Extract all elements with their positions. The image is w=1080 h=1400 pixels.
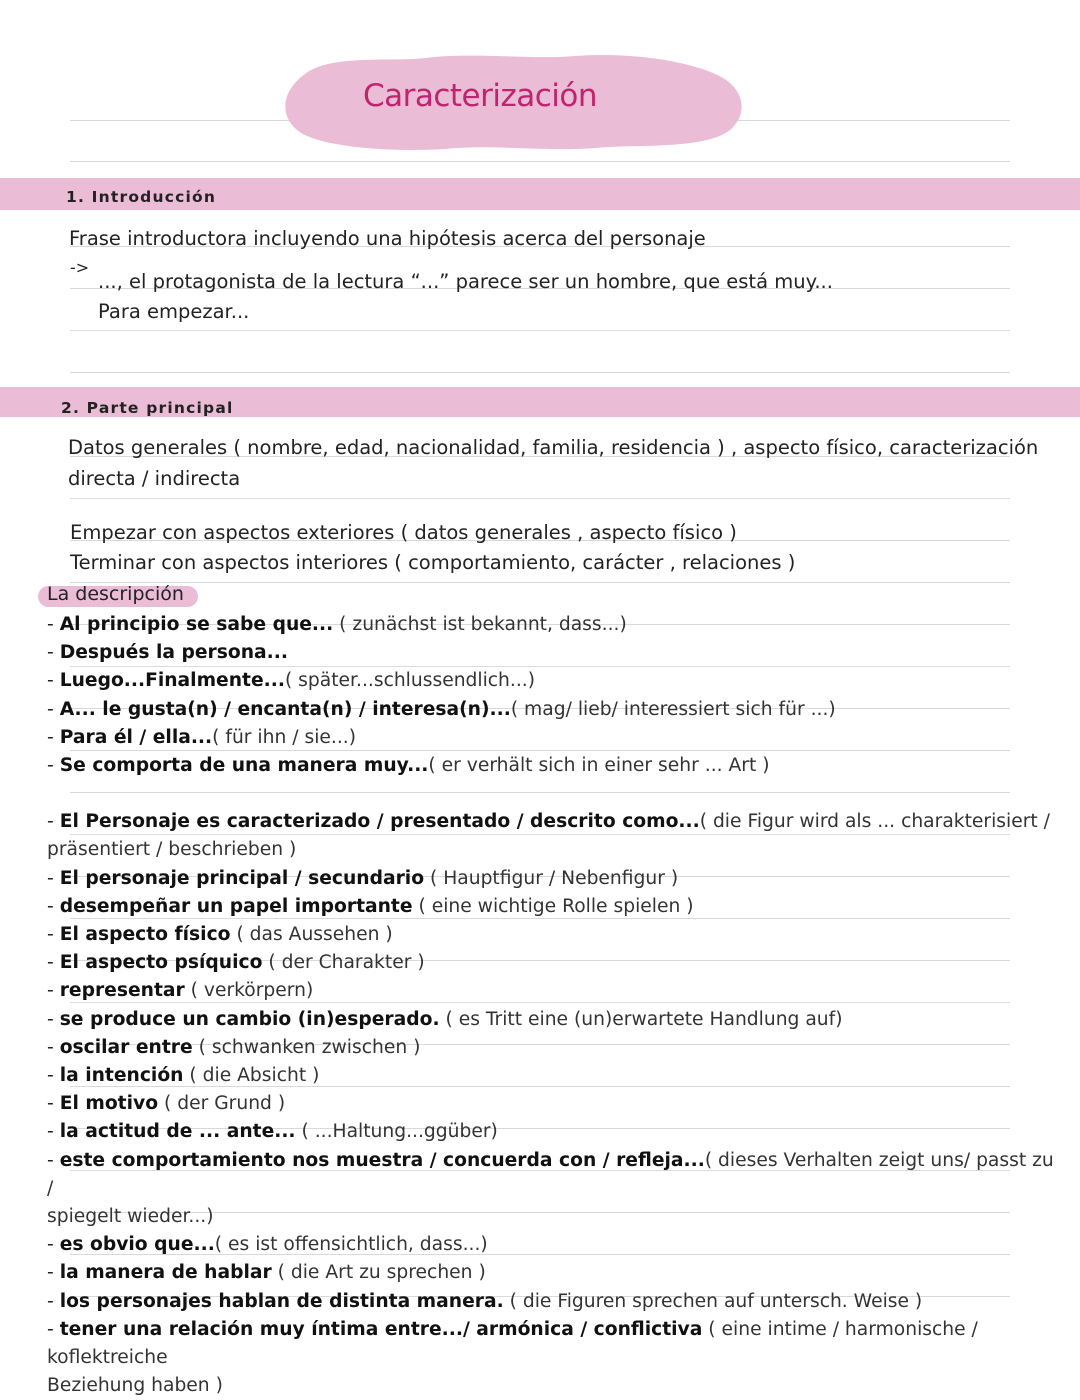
translation-text: ( es Tritt eine (un)erwartete Handlung auf)	[439, 1008, 843, 1030]
translation-text: ( eine intime / harmonische / koflektreiche	[47, 1318, 978, 1369]
list-item: - la actitud de ... ante... ( ...Haltung...ggüber)	[47, 1121, 498, 1143]
list-item: - desempeñar un papel importante ( eine wichtige Rolle spielen )	[47, 895, 694, 917]
list-item: - Al principio se sabe que... ( zunächst ist bekannt, dass...)	[47, 614, 627, 635]
spanish-phrase: El motivo	[59, 1093, 159, 1115]
translation-text: ( zunächst ist bekannt, dass...)	[333, 614, 627, 635]
spanish-phrase: Después la persona...	[59, 642, 288, 664]
spanish-phrase: la actitud de ... ante...	[59, 1121, 296, 1143]
spanish-phrase: El aspecto psíquico	[59, 952, 263, 974]
list-item-continuation	[47, 836, 1057, 864]
spanish-phrase: los personajes hablan de distinta manera.	[59, 1290, 504, 1312]
spanish-phrase: la intención	[59, 1065, 184, 1087]
spanish-phrase: Para él / ella...	[59, 726, 213, 748]
list-item: - El aspecto psíquico ( der Charakter )	[47, 952, 425, 974]
ruled-line	[70, 330, 1010, 331]
spanish-phrase: desempeñar un papel importante	[59, 895, 413, 917]
main-line: Terminar con aspectos interiores ( comportamiento, carácter , relaciones )	[70, 551, 796, 574]
section-heading-main-part: 2. Parte principal	[61, 399, 234, 417]
translation-text: ( Hauptfigur / Nebenfigur )	[424, 867, 679, 889]
translation-text: ( die Figur wird als ... charakterisiert /	[699, 811, 1050, 833]
main-line: Datos generales ( nombre, edad, nacionalidad, familia, residencia ) , aspecto físico, caracterización	[68, 436, 1039, 459]
translation-text: ( die Art zu sprechen )	[271, 1262, 486, 1284]
page-title: Caracterización	[362, 78, 598, 114]
spanish-phrase: El personaje principal / secundario	[59, 867, 425, 889]
spanish-phrase: se produce un cambio (in)esperado.	[59, 1008, 440, 1030]
translation-text: ( ...Haltung...ggüber)	[295, 1121, 498, 1143]
spanish-phrase: Al principio se sabe que...	[59, 614, 334, 635]
translation-text: ( für ihn / sie...)	[212, 726, 357, 748]
ruled-line	[70, 498, 1010, 499]
list-item: - Para él / ella...( für ihn / sie...)	[47, 726, 357, 748]
spanish-phrase: El Personaje es caracterizado / presentado / descrito como...	[59, 811, 700, 833]
list-item: - la intención ( die Absicht )	[47, 1065, 320, 1087]
spanish-phrase: representar	[59, 980, 185, 1002]
list-item: - Después la persona...	[47, 642, 288, 664]
list-item-continuation	[47, 1372, 1057, 1400]
translation-text: ( der Charakter )	[262, 952, 425, 974]
phrase-list	[47, 611, 1057, 1400]
list-item: - El personaje principal / secundario ( Hauptfigur / Nebenfigur )	[47, 867, 679, 889]
list-item: - El Personaje es caracterizado / presentado / descrito como...( die Figur wird als ... charakterisiert /	[47, 811, 1050, 833]
list-item-continuation	[47, 1203, 1057, 1231]
arrow-marker: ->	[70, 258, 90, 277]
list-item: - A... le gusta(n) / encanta(n) / interesa(n)...( mag/ lieb/ interessiert sich für ...)	[47, 698, 836, 720]
intro-example-line: Para empezar...	[98, 300, 250, 323]
translation-text: ( das Aussehen )	[230, 924, 393, 946]
ruled-line	[70, 161, 1010, 162]
spanish-phrase: tener una relación muy íntima entre.../ armónica / conflictiva	[59, 1318, 703, 1340]
intro-line: Frase introductora incluyendo una hipótesis acerca del personaje	[69, 227, 706, 250]
translation-text: ( die Absicht )	[183, 1065, 320, 1087]
translation-text: spiegelt wieder...)	[47, 1206, 214, 1228]
list-item: - representar ( verkörpern)	[47, 980, 314, 1002]
intro-example-line: ..., el protagonista de la lectura “...” parece ser un hombre, que está muy...	[98, 270, 833, 293]
list-item: - Se comporta de una manera muy...( er verhält sich in einer sehr ... Art )	[47, 755, 770, 777]
translation-text: ( eine wichtige Rolle spielen )	[412, 895, 694, 917]
translation-text: Beziehung haben )	[47, 1375, 223, 1397]
section-heading-introduction: 1. Introducción	[66, 188, 217, 206]
translation-text: präsentiert / beschrieben )	[47, 839, 297, 861]
translation-text: ( die Figuren sprechen auf untersch. Weise )	[503, 1290, 923, 1312]
ruled-line	[70, 582, 1010, 583]
list-item: - los personajes hablan de distinta manera. ( die Figuren sprechen auf untersch. Weise )	[47, 1290, 923, 1312]
spanish-phrase: Se comporta de una manera muy...	[59, 755, 429, 777]
spanish-phrase: Luego...Finalmente...	[59, 670, 285, 692]
list-item: - este comportamiento nos muestra / concuerda con / refleja...( dieses Verhalten zeigt uns/ passt zu /	[47, 1149, 1054, 1199]
description-label: La descripción	[47, 583, 184, 605]
spanish-phrase: la manera de hablar	[59, 1262, 272, 1284]
list-item: - la manera de hablar ( die Art zu sprechen )	[47, 1262, 486, 1284]
list-item: - oscilar entre ( schwanken zwischen )	[47, 1036, 421, 1058]
list-item: - se produce un cambio (in)esperado. ( es Tritt eine (un)erwartete Handlung auf)	[47, 1008, 843, 1030]
list-item: - Luego...Finalmente...( später...schlussendlich...)	[47, 670, 536, 692]
main-line: directa / indirecta	[68, 467, 241, 490]
list-item: - El aspecto físico ( das Aussehen )	[47, 924, 393, 946]
spanish-phrase: A... le gusta(n) / encanta(n) / interesa(n)...	[59, 698, 511, 720]
list-spacer	[47, 780, 1057, 808]
list-item: - El motivo ( der Grund )	[47, 1093, 286, 1115]
list-item: - es obvio que...( es ist offensichtlich, dass...)	[47, 1234, 488, 1256]
translation-text: ( schwanken zwischen )	[192, 1036, 421, 1058]
translation-text: ( verkörpern)	[184, 980, 314, 1002]
translation-text: ( später...schlussendlich...)	[284, 670, 536, 692]
translation-text: ( der Grund )	[158, 1093, 286, 1115]
spanish-phrase: oscilar entre	[59, 1036, 193, 1058]
translation-text: ( es ist offensichtlich, dass...)	[214, 1234, 488, 1256]
spanish-phrase: es obvio que...	[59, 1234, 215, 1256]
translation-text: ( er verhält sich in einer sehr ... Art )	[428, 755, 770, 777]
ruled-line	[70, 372, 1010, 373]
list-item: - tener una relación muy íntima entre.../ armónica / conflictiva ( eine intime / harmonische / koflektreiche	[47, 1318, 978, 1369]
spanish-phrase: El aspecto físico	[59, 924, 231, 946]
translation-text: ( mag/ lieb/ interessiert sich für ...)	[510, 698, 836, 720]
spanish-phrase: este comportamiento nos muestra / concuerda con / refleja...	[59, 1149, 705, 1171]
main-line: Empezar con aspectos exteriores ( datos generales , aspecto físico )	[70, 521, 737, 544]
translation-text: ( dieses Verhalten zeigt uns/ passt zu /	[47, 1149, 1054, 1199]
